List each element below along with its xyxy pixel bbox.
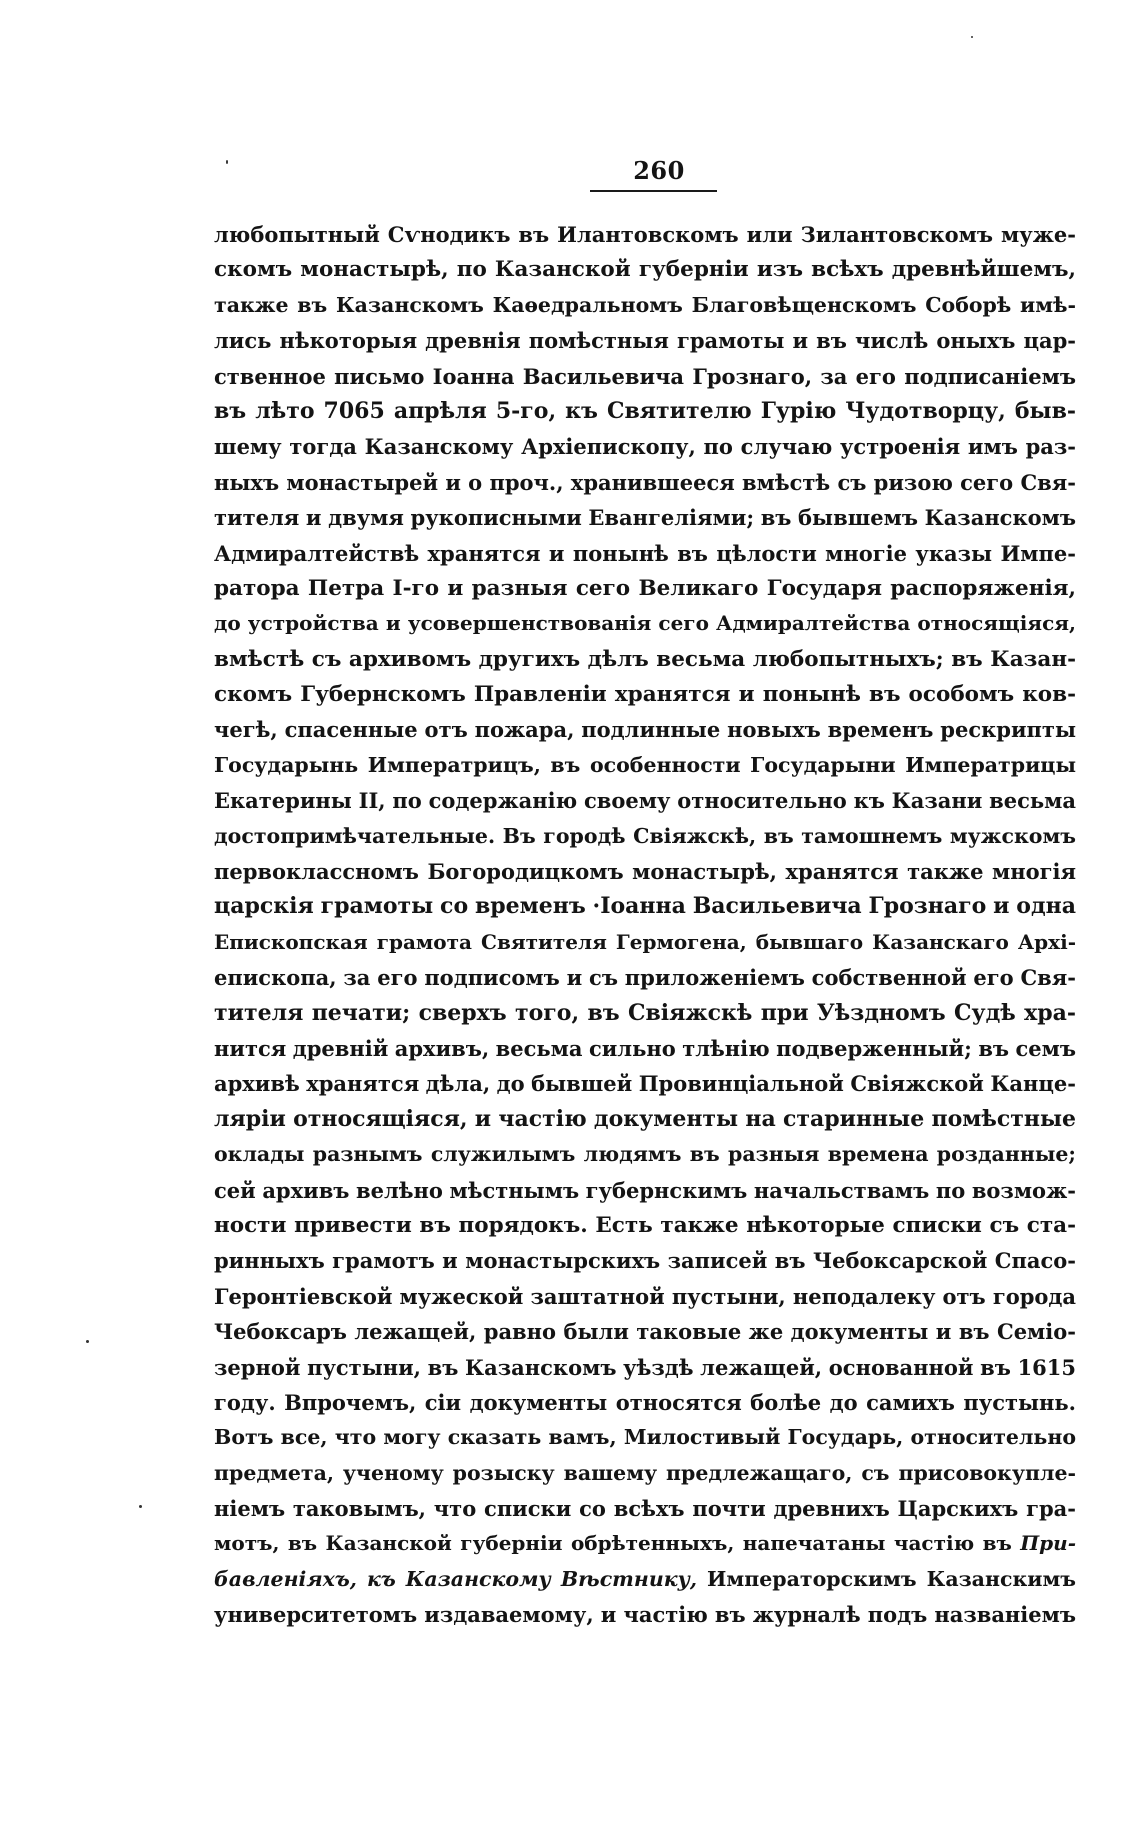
text-line bbox=[214, 1456, 1076, 1491]
text-span: Вотъ все, что могу сказать вамъ, Милостивый Государь, относительно bbox=[214, 1425, 1076, 1450]
text-span: царскія грамоты со временъ ·Іоанна Васильевича Грознаго и одна bbox=[214, 893, 1076, 920]
text-line bbox=[214, 1350, 1076, 1385]
text-span: году. Впрочемъ, сіи документы относятся болѣе до самихъ пустынь. bbox=[214, 1389, 1076, 1415]
text-line bbox=[214, 748, 1076, 783]
text-line bbox=[214, 1562, 1076, 1597]
text-line bbox=[214, 1385, 1076, 1420]
text-span: тителя и двумя рукописными Евангеліями; въ бывшемъ Казанскомъ bbox=[214, 505, 1076, 531]
text-span: оклады разнымъ служилымъ людямъ въ разныя времена розданные; bbox=[214, 1142, 1076, 1167]
text-span: ныхъ монастырей и о проч., хранившееся вмѣстѣ съ ризою сего Свя- bbox=[214, 469, 1076, 495]
text-span: нится древній архивъ, весьма сильно тлѣнію подверженный; въ семъ bbox=[214, 1035, 1076, 1061]
text-line bbox=[214, 1420, 1076, 1455]
text-line bbox=[214, 1526, 1076, 1561]
text-line bbox=[214, 1314, 1076, 1349]
text-line bbox=[214, 359, 1076, 394]
text-span: шему тогда Казанскому Архіепископу, по случаю устроенія имъ раз- bbox=[214, 434, 1076, 460]
text-line bbox=[214, 1137, 1076, 1172]
text-span: скомъ Губернскомъ Правленіи хранятся и понынѣ въ особомъ ков- bbox=[214, 682, 1076, 708]
text-span: ринныхъ грамотъ и монастырскихъ записей въ Чебоксарской Спасо- bbox=[214, 1248, 1076, 1274]
text-line bbox=[214, 217, 1076, 252]
text-span: мотъ, въ Казанской губерніи обрѣтенныхъ, напечатаны частію въ bbox=[214, 1531, 1021, 1556]
text-span: въ лѣто 7065 апрѣля 5-го, къ Святителю Гурію Чудотворцу, быв- bbox=[214, 397, 1076, 424]
text-line bbox=[214, 819, 1076, 854]
scan-speck bbox=[971, 36, 973, 38]
text-line bbox=[214, 1279, 1076, 1314]
text-line bbox=[214, 1208, 1076, 1243]
text-line bbox=[214, 252, 1076, 287]
text-line bbox=[214, 783, 1076, 818]
text-span: университетомъ издаваемому, и частію въ журналѣ подъ названіемъ bbox=[214, 1602, 1076, 1628]
text-span: епископа, за его подписомъ и съ приложеніемъ собственной его Свя- bbox=[214, 965, 1076, 991]
text-line bbox=[214, 677, 1076, 712]
text-span: предмета, ученому розыску вашему предлежащаго, съ присовокупле- bbox=[214, 1460, 1076, 1485]
text-line bbox=[214, 323, 1076, 358]
text-span: архивѣ хранятся дѣла, до бывшей Провинціальной Свіяжской Канце- bbox=[214, 1071, 1076, 1097]
text-line bbox=[214, 1173, 1076, 1208]
italic-text-span: бавленіяхъ, къ Казанскому Вѣстнику, bbox=[214, 1566, 697, 1591]
text-line bbox=[214, 536, 1076, 571]
text-span: чегѣ, спасенные отъ пожара, подлинные новыхъ временъ рескрипты bbox=[214, 717, 1076, 743]
page-number: 260 bbox=[633, 156, 685, 185]
text-span: Геронтіевской мужеской заштатной пустыни, неподалеку отъ города bbox=[214, 1283, 1076, 1309]
text-line bbox=[214, 1243, 1076, 1278]
text-line bbox=[214, 1491, 1076, 1526]
text-line bbox=[214, 394, 1076, 429]
text-line bbox=[214, 1031, 1076, 1066]
text-span: Екатерины II, по содержанію своему относительно къ Казани весьма bbox=[214, 788, 1076, 814]
text-line bbox=[214, 854, 1076, 889]
text-span: тителя печати; сверхъ того, въ Свіяжскѣ при Уѣздномъ Судѣ хра- bbox=[214, 999, 1076, 1026]
text-span: также въ Казанскомъ Каѳедральномъ Благовѣщенскомъ Соборѣ имѣ- bbox=[214, 292, 1076, 317]
text-line bbox=[214, 642, 1076, 677]
text-line bbox=[214, 889, 1076, 924]
text-span: Адмиралтействѣ хранятся и понынѣ въ цѣлости многіе указы Импе- bbox=[214, 540, 1076, 566]
text-line bbox=[214, 996, 1076, 1031]
text-span: Государынь Императрицъ, въ особенности Государыни Императрицы bbox=[214, 752, 1076, 777]
text-line bbox=[214, 1597, 1076, 1632]
text-span: Епископская грамота Святителя Гермогена, бывшаго Казанскаго Архі- bbox=[214, 929, 1076, 954]
text-line bbox=[214, 606, 1076, 641]
text-span: вмѣстѣ съ архивомъ другихъ дѣлъ весьма любопытныхъ; въ Казан- bbox=[214, 646, 1076, 672]
italic-text-span: При- bbox=[1020, 1531, 1076, 1556]
text-span: первоклассномъ Богородицкомъ монастырѣ, хранятся также многія bbox=[214, 859, 1076, 885]
text-span: любопытный Сѵнодикъ въ Илантовскомъ или Зилантовскомъ муже- bbox=[214, 222, 1076, 247]
text-line bbox=[214, 925, 1076, 960]
text-span: достопримѣчательные. Въ городѣ Свіяжскѣ, въ тамошнемъ мужскомъ bbox=[214, 823, 1076, 848]
text-span: Императорскимъ Казанскимъ bbox=[697, 1566, 1076, 1591]
text-span: ратора Петра I-го и разныя сего Великаго Государя распоряженія, bbox=[214, 575, 1076, 601]
text-line bbox=[214, 712, 1076, 747]
text-line bbox=[214, 1066, 1076, 1101]
text-line bbox=[214, 571, 1076, 606]
scan-speck bbox=[86, 1340, 89, 1343]
text-span: ности привести въ порядокъ. Есть также нѣкоторые списки съ ста- bbox=[214, 1212, 1076, 1238]
text-line bbox=[214, 465, 1076, 500]
scan-speck bbox=[139, 1505, 142, 1508]
text-span: зерной пустыни, въ Казанскомъ уѣздѣ лежащей, основанной въ 1615 bbox=[214, 1354, 1076, 1380]
text-line bbox=[214, 288, 1076, 323]
text-line bbox=[214, 960, 1076, 995]
text-span: скомъ монастырѣ, по Казанской губерніи изъ всѣхъ древнѣйшемъ, bbox=[214, 257, 1076, 283]
text-span: Чебоксаръ лежащей, равно были таковые же документы и въ Семіо- bbox=[214, 1319, 1076, 1345]
header-rule bbox=[590, 190, 717, 192]
text-line bbox=[214, 500, 1076, 535]
body-text bbox=[214, 217, 1076, 1633]
text-span: ніемъ таковымъ, что списки со всѣхъ почти древнихъ Царскихъ гра- bbox=[214, 1496, 1076, 1522]
text-span: ляріи относящіяся, и частію документы на старинные помѣстные bbox=[214, 1105, 1076, 1132]
text-span: сей архивъ велѣно мѣстнымъ губернскимъ начальствамъ по возмож- bbox=[214, 1177, 1076, 1203]
text-span: ственное письмо Іоанна Васильевича Грознаго, за его подписаніемъ bbox=[214, 363, 1076, 389]
text-span: до устройства и усовершенствованія сего Адмиралтейства относящіяся, bbox=[214, 611, 1076, 636]
scan-speck bbox=[226, 160, 228, 164]
text-line bbox=[214, 429, 1076, 464]
text-span: лись нѣкоторыя древнія помѣстныя грамоты и въ числѣ оныхъ цар- bbox=[214, 328, 1076, 354]
text-line bbox=[214, 1102, 1076, 1137]
